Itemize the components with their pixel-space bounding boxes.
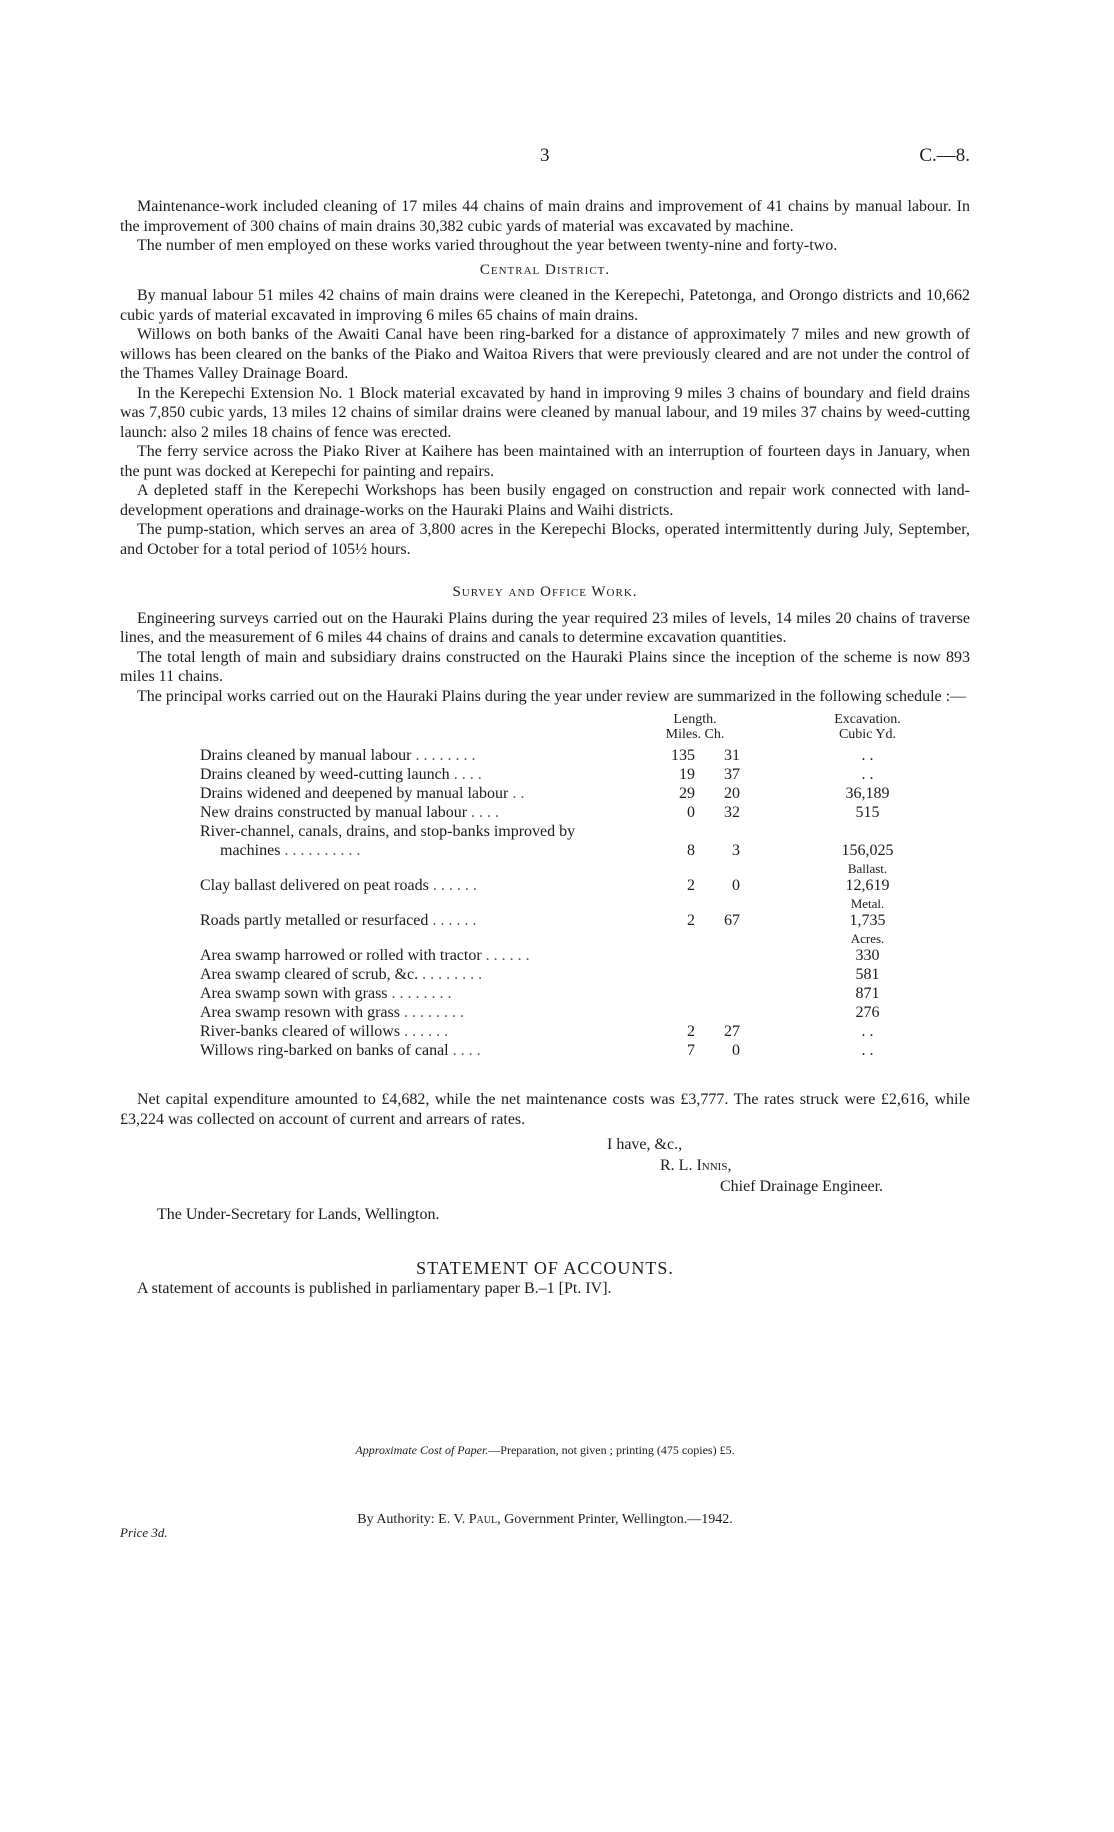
table-row: Drains cleaned by weed-cutting launch . . . . 19 37 . . xyxy=(200,766,874,783)
table-row: Clay ballast delivered on peat roads . . . . . . 2 0 12,619 xyxy=(200,877,890,894)
paragraph: Engineering surveys carried out on the Hauraki Plains during the year required 23 miles of levels, 14 miles 20 chains of traverse lines, and the measurement of 6 miles 44 chains of drains and canals to determine excavation quantities. xyxy=(120,609,970,646)
paragraph: In the Kerepechi Extension No. 1 Block material excavated by hand in improving 9 miles 3 chains of boundary and field drains was 7,850 cubic yards, 13 miles 12 chains of similar drains were cleaned by manual labour, and 19 miles 37 chains by weed-cutting launch: also 2 miles 18 chains of fence was erected. xyxy=(120,384,970,441)
table-row: New drains constructed by manual labour . . . . 0 32 515 xyxy=(200,804,880,821)
table-row: River-channel, canals, drains, and stop-banks improved by xyxy=(200,823,576,840)
statement-heading: STATEMENT OF ACCOUNTS. xyxy=(416,1258,674,1278)
paragraph: The ferry service across the Piako River at Kaihere has been maintained with an interruption of fourteen days in January, when the punt was docked at Kerepechi for painting and repairs. xyxy=(120,443,970,480)
excavation-column-header: Excavation. Cubic Yd. xyxy=(834,712,901,742)
table-row: Area swamp harrowed or rolled with tractor . . . . . . 330 xyxy=(200,947,880,964)
table-row: Drains cleaned by manual labour . . . . . . . . 135 31 . . xyxy=(200,747,874,764)
unit-label-acres: Acres. xyxy=(850,931,885,946)
paragraph: The pump-station, which serves an area of 3,800 acres in the Kerepechi Blocks, operated intermittently during July, September, and October for a total period of 105½ hours. xyxy=(120,521,970,558)
table-row: Area swamp resown with grass . . . . . . . . 276 xyxy=(200,1004,880,1021)
paragraph-capital: Net capital expenditure amounted to £4,682, while the net maintenance costs was £3,777. The rates struck were £2,616, while £3,224 was collected on account of current and arrears of rates. xyxy=(120,1091,970,1128)
table-row: Area swamp cleared of scrub, &c. . . . . . . . . 581 xyxy=(200,966,880,983)
table-row: Willows ring-barked on banks of canal . . . . 7 0 . . xyxy=(200,1042,874,1059)
table-row: machines . . . . . . . . . . 8 3 156,025 xyxy=(220,842,894,859)
letter-closing xyxy=(120,1135,970,1225)
authority-line: By Authority: E. V. Paul, Government Printer, Wellington.—1942. xyxy=(357,1512,733,1527)
page-header xyxy=(120,146,970,168)
paper-reference: C.—8. xyxy=(919,145,970,166)
paragraph: Willows on both banks of the Awaiti Canal have been ring-barked for a distance of approximately 7 miles and new growth of willows has been cleared on the banks of the Piako and Waitoa Rivers that were previously cleared and are not under the control of the Thames Valley Drainage Board. xyxy=(120,326,970,382)
cost-label: Approximate Cost of Paper. xyxy=(355,1443,489,1457)
section-heading-central: Central District. xyxy=(479,261,611,278)
paragraph: The number of men employed on these works varied throughout the year between twenty-nine and forty-two. xyxy=(137,237,838,254)
paragraph: Maintenance-work included cleaning of 17 miles 44 chains of main drains and improvement of 41 chains by manual labour. In the improvement of 300 chains of main drains 30,382 cubic yards of material was excavated by machine. xyxy=(120,198,970,235)
paragraph: A depleted staff in the Kerepechi Workshops has been busily engaged on construction and repair work connected with land-development operations and drainage-works on the Hauraki Plains and Waihi districts. xyxy=(120,482,970,519)
table-row: Drains widened and deepened by manual labour . . 29 20 36,189 xyxy=(200,785,890,802)
signatory-name: R. L. Innis, xyxy=(660,1157,732,1174)
miles-header: Miles. xyxy=(665,727,702,742)
paragraph: The total length of main and subsidiary drains constructed on the Hauraki Plains since the inception of the scheme is now 893 miles 11 chains. xyxy=(120,648,970,685)
length-column-header: Length. Miles. Ch. xyxy=(665,712,725,742)
closing-salutation: I have, &c., xyxy=(607,1136,683,1153)
table-row: Area swamp sown with grass . . . . . . . . 871 xyxy=(200,985,880,1002)
works-schedule-table xyxy=(120,712,970,1090)
section-heading-survey: Survey and Office Work. xyxy=(452,584,638,600)
addressee: The Under-Secretary for Lands, Wellington. xyxy=(157,1206,440,1223)
table-row: Roads partly metalled or resurfaced . . . . . . 2 67 1,735 xyxy=(200,912,886,929)
paragraph: The principal works carried out on the Hauraki Plains during the year under review are summarized in the following schedule :— xyxy=(137,687,967,705)
table-row: River-banks cleared of willows . . . . . . 2 27 . . xyxy=(200,1023,874,1040)
document-body xyxy=(120,197,970,1298)
unit-label-ballast: Ballast. xyxy=(847,861,888,876)
paragraph: By manual labour 51 miles 42 chains of main drains were cleaned in the Kerepechi, Patetonga, and Orongo districts and 10,662 cubic yards of material excavated in improving 6 miles 65 chains of main drains. xyxy=(120,287,970,324)
cost-of-paper-note: Approximate Cost of Paper.—Preparation, not given ; printing (475 copies) £5. xyxy=(355,1443,735,1457)
price-label: Price 3d. xyxy=(120,1525,168,1540)
printer-name: E. V. Paul, xyxy=(438,1512,501,1527)
statement-text: A statement of accounts is published in parliamentary paper B.–1 [Pt. IV]. xyxy=(137,1279,612,1297)
signatory-title: Chief Drainage Engineer. xyxy=(720,1178,884,1195)
unit-label-metal: Metal. xyxy=(850,896,885,911)
chains-header: Ch. xyxy=(704,727,725,742)
page-number: 3 xyxy=(540,145,550,166)
